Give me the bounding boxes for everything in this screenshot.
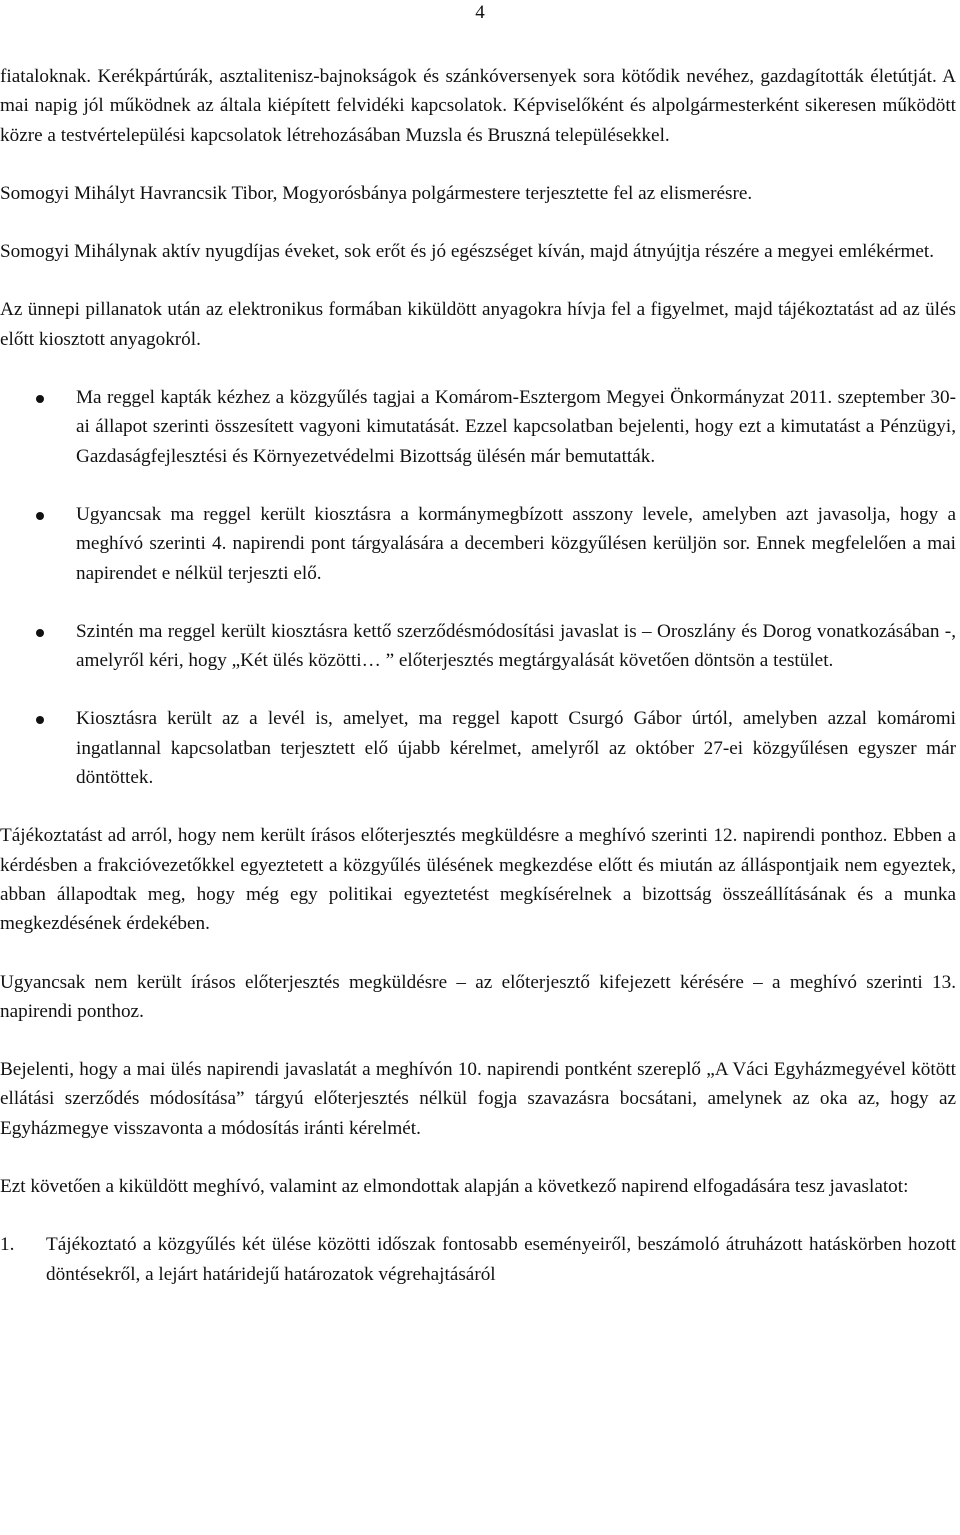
- bullet-text: Ugyancsak ma reggel került kiosztásra a kormánymegbízott asszony levele, amelyben azt javasolja, hogy a meghívó szerinti 4. napirendi pont tárgyalására a decemberi közgyűlésen kerüljön sor. Ennek megfelelően a mai napirendet e nélkül terjeszti elő.: [76, 503, 956, 584]
- paragraph: Tájékoztatást ad arról, hogy nem került írásos előterjesztés megküldésre a meghívó szerinti 12. napirendi ponthoz. Ebben a kérdésben a frakcióvezetőkkel egyeztetett a közgyűlés ülésének megkezdése előtt és miután az álláspontjaik nem egyeztek, abban állapodtak meg, hogy még egy politikai egyeztetést megkísérelnek a bizottság összeállításának és a munka megkezdésének érdekében.: [0, 825, 956, 935]
- paragraph: Az ünnepi pillanatok után az elektronikus formában kiküldött anyagokra hívja fel a figyelmet, majd tájékoztatást ad az ülés előtt kiosztott anyagokról.: [0, 299, 956, 350]
- page-number: 4: [475, 2, 485, 23]
- bullet-icon: [36, 629, 44, 637]
- bullet-text: Kiosztásra került az a levél is, amelyet, ma reggel kapott Csurgó Gábor úrtól, amelyben azzal komáromi ingatlannal kapcsolatban terjesztett elő újabb kérelmet, amelyről az október 27-ei közgyűlésen egyszer már döntöttek.: [76, 708, 956, 789]
- paragraph: Ezt követően a kiküldött meghívó, valamint az elmondottak alapján a következő napirend elfogadására tesz javaslatot:: [0, 1176, 909, 1198]
- bullet-icon: [36, 512, 44, 520]
- paragraph: Somogyi Mihályt Havrancsik Tibor, Mogyorósbánya polgármestere terjesztette fel az elismerésre.: [0, 182, 753, 204]
- bullet-list: [0, 383, 956, 792]
- document-body: [0, 62, 956, 1289]
- agenda-list: [0, 1230, 956, 1289]
- paragraph: fiataloknak. Kerékpártúrák, asztalitenisz-bajnokságok és szánkóversenyek sora kötődik nevéhez, gazdagították életútját. A mai napig jól működnek az általa kiépített felvidéki kapcsolatok. Képviselőként és alpolgármesterként sikeresen működött közre a testvértelepülési kapcsolatok létrehozásában Muzsla és Bruszná településekkel.: [0, 66, 956, 146]
- agenda-item-text: Tájékoztató a közgyűlés két ülése közötti időszak fontosabb eseményeiről, beszámoló átruházott hatáskörben hozott döntésekről, a lejárt határidejű határozatok végrehajtásáról: [46, 1234, 956, 1285]
- paragraph: Bejelenti, hogy a mai ülés napirendi javaslatát a meghívón 10. napirendi pontként szereplő „A Váci Egyházmegyével kötött ellátási szerződés módosítása” tárgyú előterjesztés nélkül fogja szavazásra bocsátani, amelynek az oka az, hogy az Egyházmegye visszavonta a módosítás iránti kérelmét.: [0, 1059, 956, 1139]
- bullet-item: [0, 617, 956, 676]
- bullet-text: Szintén ma reggel került kiosztásra kettő szerződésmódosítási javaslat is – Oroszlány és Dorog vonatkozásában -, amelyről kéri, hogy „Két ülés közötti… ” előterjesztés megtárgyalását követően döntsön a testület.: [76, 620, 956, 672]
- paragraph: Somogyi Mihálynak aktív nyugdíjas éveket, sok erőt és jó egészséget kíván, majd átnyújtja részére a megyei emlékérmet.: [0, 241, 935, 263]
- agenda-item: [0, 1230, 956, 1289]
- bullet-item: [0, 704, 956, 792]
- bullet-item: [0, 383, 956, 471]
- bullet-text: Ma reggel kapták kézhez a közgyűlés tagjai a Komárom-Esztergom Megyei Önkormányzat 2011. szeptember 30-ai állapot szerinti összesített vagyoni kimutatását. Ezzel kapcsolatban bejelenti, hogy ezt a kimutatást a Pénzügyi, Gazdaságfejlesztési és Környezetvédelmi Bizottság ülésén már bemutatták.: [76, 387, 956, 467]
- agenda-item-number: 1.: [0, 1234, 15, 1256]
- bullet-icon: [36, 716, 44, 724]
- bullet-item: [0, 500, 956, 588]
- paragraph: Ugyancsak nem került írásos előterjesztés megküldésre – az előterjesztő kifejezett kérésére – a meghívó szerinti 13. napirendi ponthoz.: [0, 971, 956, 1022]
- bullet-icon: [36, 395, 44, 403]
